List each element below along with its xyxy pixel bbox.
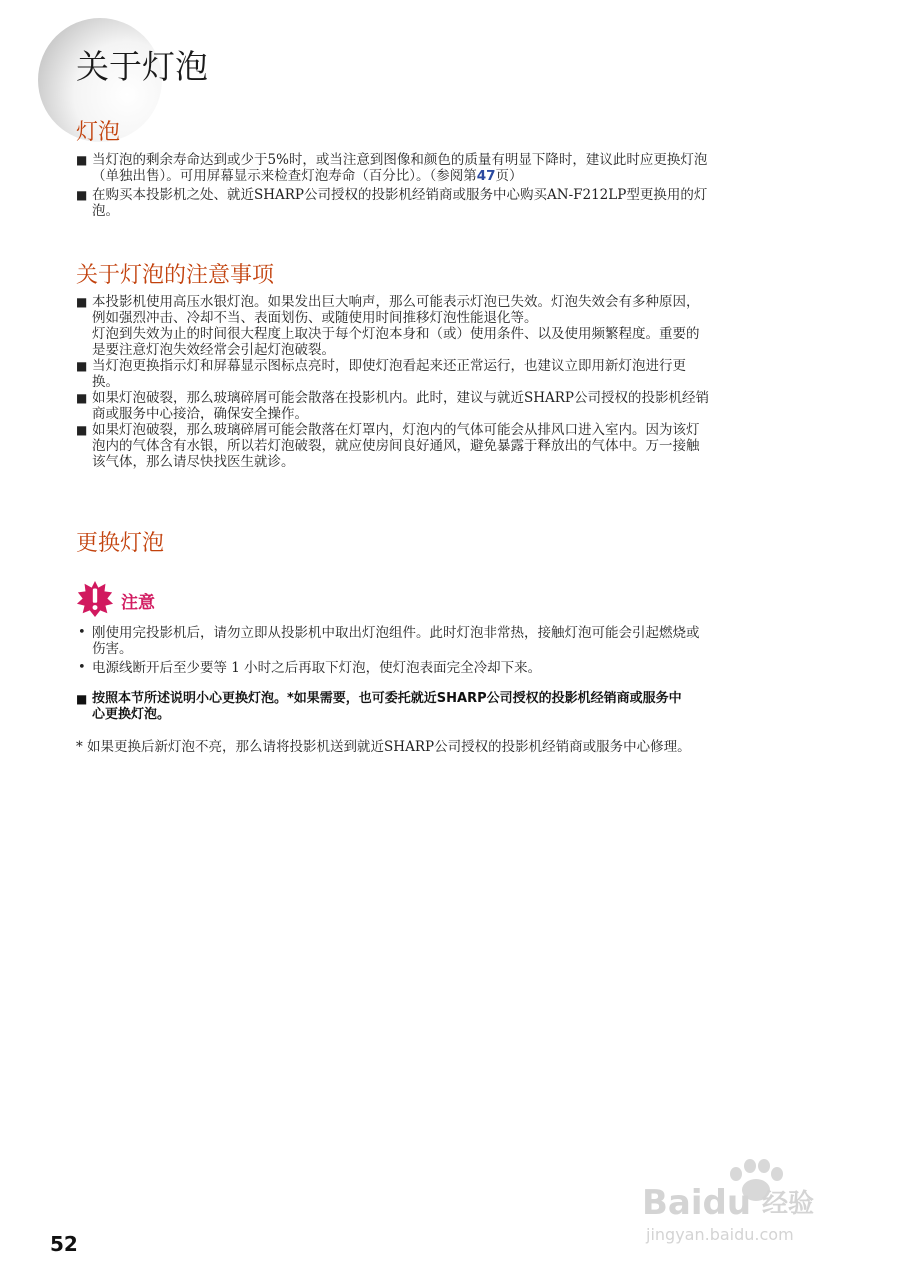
section-heading-lamp: 灯泡: [76, 120, 121, 145]
list-item: ■ 本投影机使用高压水银灯泡。如果发出巨大响声，那么可能表示灯泡已失效。灯泡失效会有多种原因， 例如强烈冲击、冷却不当、表面划伤、或随使用时间推移灯泡性能退化等。 灯泡到失效为止的时间很大程度上取决于每个灯泡本身和（或）使用条件、以及使用频繁程度。重要的 是要注意灯泡失效经常会引起灯泡破裂。: [76, 294, 700, 358]
square-bullet-icon: ■: [76, 153, 88, 167]
list-item: ■ 当灯泡的剩余寿命达到或少于5%时，或当注意到图像和颜色的质量有明显下降时，建议此时应更换灯泡 （单独出售）。可用屏幕显示来检查灯泡寿命（百分比）。（参阅第47页）: [76, 152, 708, 184]
square-bullet-icon: ■: [76, 295, 88, 309]
watermark-brand: Baidu: [642, 1183, 752, 1223]
square-bullet-icon: ■: [76, 359, 88, 373]
round-bullet-icon: •: [78, 625, 86, 640]
square-bullet-icon: ■: [76, 391, 88, 405]
square-bullet-icon: ■: [76, 423, 88, 437]
section-lamp-body: [76, 152, 831, 219]
asterisk-marker: *: [76, 739, 83, 755]
round-bullet-icon: •: [78, 660, 86, 675]
baidu-watermark: [640, 1150, 860, 1250]
square-bullet-icon: ■: [76, 692, 88, 706]
list-item: ■ 如果灯泡破裂，那么玻璃碎屑可能会散落在投影机内。此时，建议与就近SHARP公司授权的投影机经销 商或服务中心接洽，确保安全操作。: [76, 390, 710, 422]
caution-list: [76, 625, 831, 676]
list-item: ■ 当灯泡更换指示灯和屏幕显示图标点亮时，即使灯泡看起来还正常运行，也建议立即用新灯泡进行更 换。: [76, 358, 686, 390]
caution-label: 注意: [121, 593, 155, 613]
list-item: • 刚使用完投影机后，请勿立即从投影机中取出灯泡组件。此时灯泡非常热，接触灯泡可能会引起燃烧或 伤害。: [78, 625, 700, 657]
page-number: 52: [50, 1232, 78, 1256]
page-reference-link[interactable]: 47: [476, 168, 496, 184]
square-bullet-icon: ■: [76, 188, 88, 202]
section-precautions-body: [76, 294, 831, 470]
watermark-suffix: 经验: [762, 1189, 815, 1219]
section-heading-replace-lamp: 更换灯泡: [76, 531, 165, 556]
list-item: ■ 如果灯泡破裂，那么玻璃碎屑可能会散落在灯罩内，灯泡内的气体可能会从排风口进入室内。因为该灯 泡内的气体含有水银，所以若灯泡破裂，就应使房间良好通风，避免暴露于释放出的气体中。万一接触 该气体，那么请尽快找医生就诊。: [76, 422, 700, 470]
replacement-instruction-note: ■ 按照本节所述说明小心更换灯泡。*如果需要，也可委托就近SHARP公司授权的投影机经销商或服务中 心更换灯泡。: [76, 691, 682, 722]
watermark-url: jingyan.baidu.com: [646, 1225, 794, 1244]
section-heading-lamp-precautions: 关于灯泡的注意事项: [76, 263, 275, 288]
page-title: 关于灯泡: [76, 47, 208, 86]
exclamation-burst-icon: [76, 580, 114, 618]
footnote: * 如果更换后新灯泡不亮，那么请将投影机送到就近SHARP公司授权的投影机经销商或服务中心修理。: [76, 739, 691, 755]
list-item: ■ 在购买本投影机之处、就近SHARP公司授权的投影机经销商或服务中心购买AN-F212LP型更换用的灯 泡。: [76, 187, 708, 219]
list-item: • 电源线断开后至少要等 1 小时之后再取下灯泡，使灯泡表面完全冷却下来。: [78, 660, 542, 676]
